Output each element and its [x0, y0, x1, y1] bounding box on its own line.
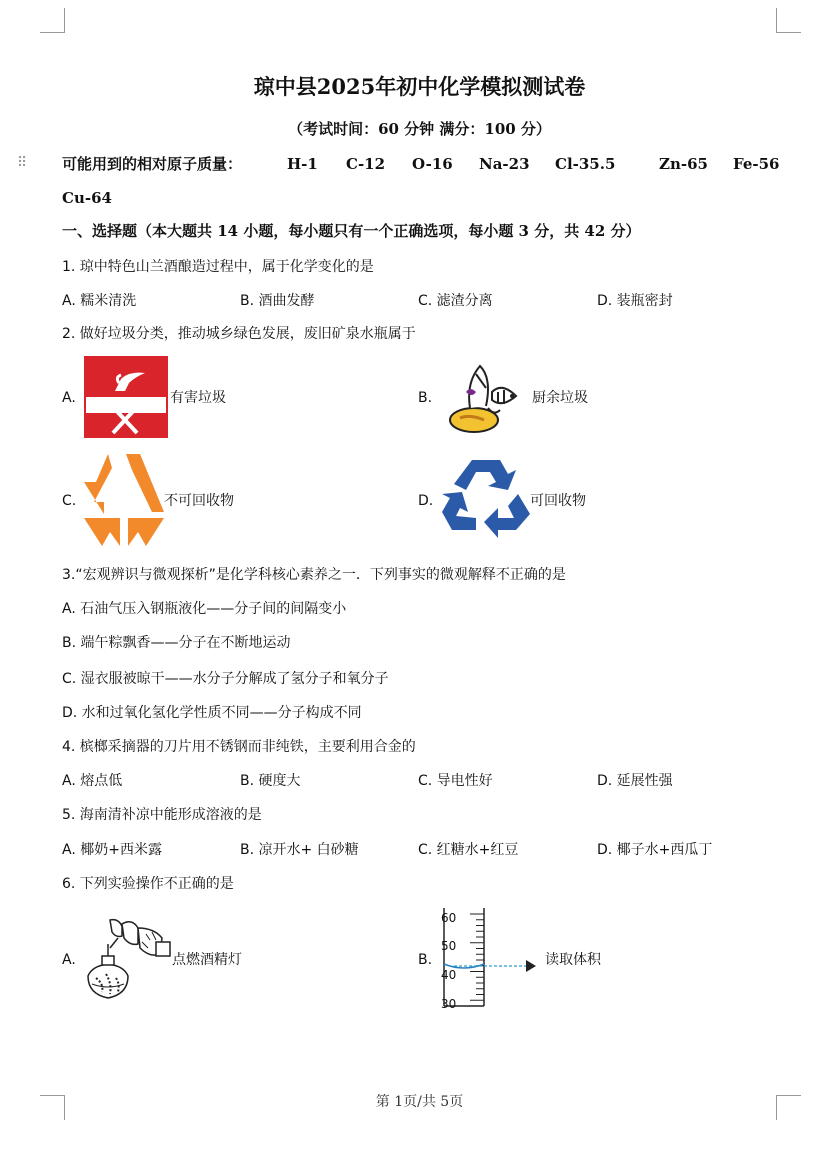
question-5-option-c: C. 红糖水+红豆	[418, 842, 519, 858]
question-4-option-d: D. 延展性强	[597, 773, 673, 789]
hazardous-waste-icon	[85, 357, 167, 437]
question-4-option-c: C. 导电性好	[418, 773, 493, 789]
cylinder-tick-40: 40	[441, 968, 457, 982]
atomic-mass-label: 可能用到的相对原子质量：	[62, 155, 243, 173]
question-1-option-c: C. 滤渣分离	[418, 293, 493, 309]
question-1-option-a: A. 糯米清洗	[62, 293, 137, 309]
eye-icon	[526, 960, 536, 972]
page-number: 第 1页/共 5页	[375, 1094, 464, 1110]
question-5-option-a: A. 椰奶+西米露	[62, 842, 162, 858]
question-2-option-d-text: 可回收物	[530, 493, 586, 509]
cylinder-tick-50: 50	[441, 939, 457, 953]
question-4-option-b: B. 硬度大	[240, 773, 301, 789]
question-3-option-b: B. 端午粽飘香——分子在不断地运动	[62, 635, 291, 651]
exam-info: （考试时间：60 分钟 满分：100 分）	[288, 120, 551, 138]
page-title: 琼中县2025年初中化学模拟测试卷	[253, 74, 586, 99]
question-2-option-a-text: 有害垃圾	[170, 390, 226, 406]
question-5-option-b: B. 凉开水+ 白砂糖	[240, 842, 359, 858]
section-title: 一、选择题（本大题共 14 小题，每小题只有一个正确选项，每小题 3 分，共 42 分）	[62, 222, 641, 240]
atomic-mass-fe: Fe-56	[733, 155, 780, 173]
question-2-option-d-letter: D.	[418, 493, 434, 509]
drag-handle-icon[interactable]: ⠿	[17, 155, 28, 171]
crop-mark-top-left	[40, 8, 65, 33]
question-2-option-c-letter: C.	[62, 493, 77, 509]
atomic-mass-h: H-1	[287, 155, 318, 173]
alcohol-lamp-lighting-icon	[82, 914, 172, 1006]
question-5-stem: 5. 海南清补凉中能形成溶液的是	[62, 807, 262, 823]
atomic-mass-o: O-16	[412, 155, 453, 173]
question-5-option-d: D. 椰子水+西瓜丁	[597, 842, 713, 858]
question-2-option-c-text: 不可回收物	[164, 493, 234, 509]
kitchen-waste-icon	[440, 358, 530, 438]
recyclable-icon	[442, 456, 530, 532]
question-1-option-d: D. 装瓶密封	[597, 293, 673, 309]
question-6-stem: 6. 下列实验操作不正确的是	[62, 876, 234, 892]
question-6-option-a-letter: A.	[62, 952, 76, 968]
question-1-option-b: B. 酒曲发酵	[240, 293, 315, 309]
question-4-stem: 4. 槟榔采摘器的刀片用不锈钢而非纯铁，主要利用合金的	[62, 739, 416, 755]
question-6-option-b-text: 读取体积	[545, 952, 601, 968]
question-3-stem: 3.“宏观辨识与微观探析”是化学科核心素养之一．下列事实的微观解释不正确的是	[62, 567, 566, 583]
atomic-mass-c: C-12	[346, 155, 386, 173]
atomic-mass-zn: Zn-65	[659, 155, 708, 173]
question-6-option-b-letter: B.	[418, 952, 433, 968]
question-2-option-b-letter: B.	[418, 390, 433, 406]
question-2-option-a-letter: A.	[62, 390, 76, 406]
question-6-option-a-text: 点燃酒精灯	[172, 952, 242, 968]
atomic-mass-na: Na-23	[479, 155, 530, 173]
question-1-stem: 1. 琼中特色山兰酒酿造过程中，属于化学变化的是	[62, 259, 374, 275]
question-3-option-c: C. 湿衣服被晾干——水分子分解成了氢分子和氧分子	[62, 671, 389, 687]
question-2-option-b-text: 厨余垃圾	[532, 390, 588, 406]
atomic-mass-cu: Cu-64	[62, 189, 112, 207]
atomic-mass-cl: Cl-35.5	[555, 155, 616, 173]
crop-mark-top-right	[776, 8, 801, 33]
question-3-option-a: A. 石油气压入钢瓶液化——分子间的间隔变小	[62, 601, 347, 617]
question-3-option-d: D. 水和过氧化氢化学性质不同——分子构成不同	[62, 705, 362, 721]
question-4-option-a: A. 熔点低	[62, 773, 123, 789]
question-2-stem: 2. 做好垃圾分类，推动城乡绿色发展，废旧矿泉水瓶属于	[62, 326, 416, 342]
cylinder-tick-60: 60	[441, 911, 457, 925]
non-recyclable-icon	[82, 452, 166, 548]
cylinder-tick-30: 30	[441, 997, 457, 1011]
